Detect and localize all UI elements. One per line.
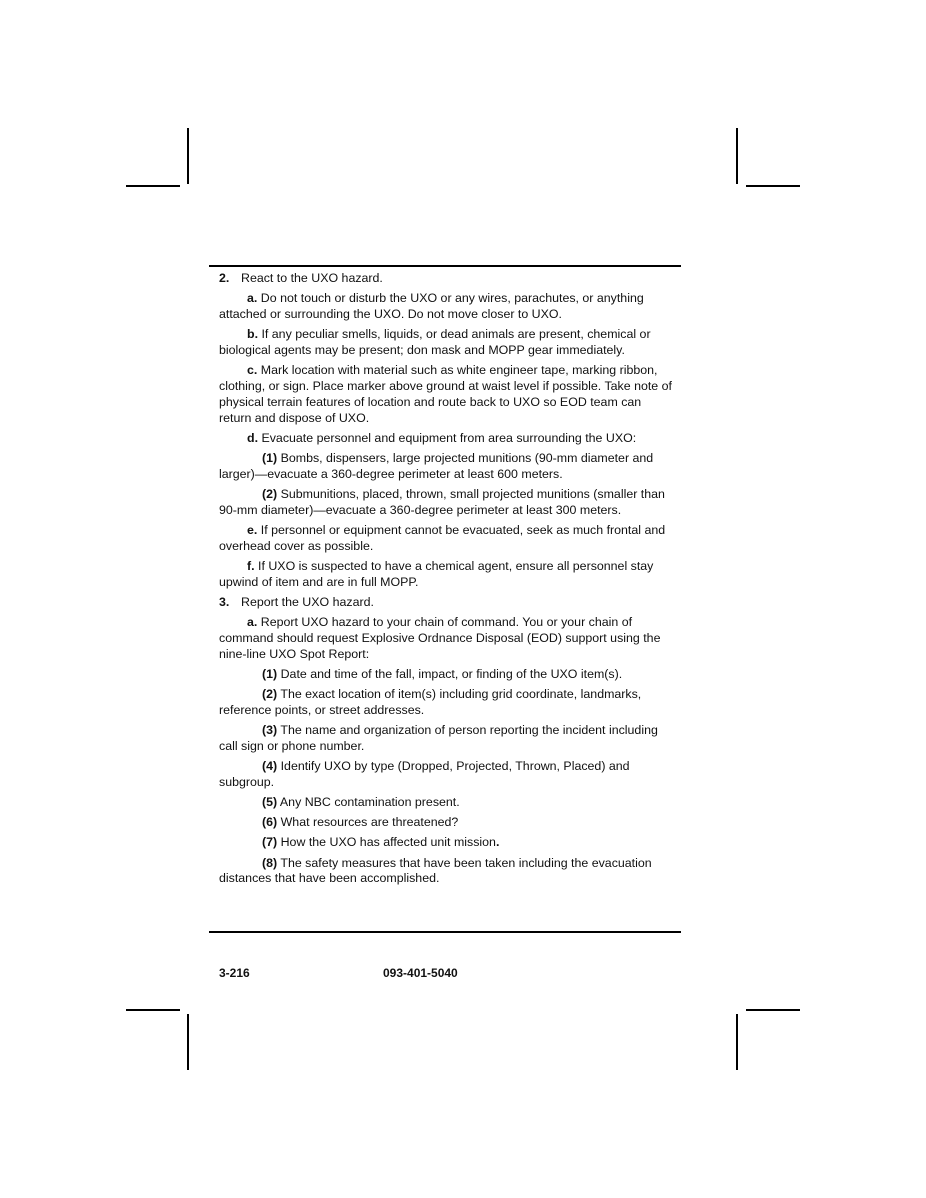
section-title: Report the UXO hazard.: [241, 594, 374, 609]
crop-mark-top-right-horizontal: [746, 185, 800, 187]
subparagraph: (6) What resources are threatened?: [262, 815, 459, 830]
crop-mark-top-left-vertical: [187, 128, 189, 184]
section-heading: [219, 595, 675, 611]
paragraph: f. If UXO is suspected to have a chemical agent, ensure all personnel stay upwind of item and are in full MOPP.: [219, 558, 654, 589]
section-heading: [219, 271, 675, 287]
crop-mark-top-left-horizontal: [126, 185, 180, 187]
section-title: React to the UXO hazard.: [241, 271, 383, 285]
bottom-rule: [209, 931, 681, 933]
top-rule: [209, 265, 681, 267]
paragraph: a. Do not touch or disturb the UXO or any wires, parachutes, or anything attached or surrounding the UXO. Do not move closer to UXO.: [219, 291, 644, 321]
subparagraph: (8) The safety measures that have been taken including the evacuation distances that have been accomplished.: [219, 855, 652, 886]
page-content: [219, 271, 675, 892]
subparagraph: (2) The exact location of item(s) including grid coordinate, landmarks, reference points, or street addresses.: [219, 687, 642, 717]
subparagraph: (4) Identify UXO by type (Dropped, Projected, Thrown, Placed) and subgroup.: [219, 758, 630, 789]
subparagraph: (7) How the UXO has affected unit mission.: [262, 835, 500, 850]
paragraph: e. If personnel or equipment cannot be evacuated, seek as much frontal and overhead cover as possible.: [219, 522, 666, 553]
section-number: 3.: [219, 594, 230, 609]
subparagraph: (3) The name and organization of person reporting the incident including call sign or phone number.: [219, 723, 658, 753]
subparagraph: (2) Submunitions, placed, thrown, small projected munitions (smaller than 90-mm diameter)—evacuate a 360-degree perimeter at least 300 meters.: [219, 486, 665, 517]
crop-mark-bottom-right-vertical: [736, 1014, 738, 1070]
crop-mark-top-right-vertical: [736, 128, 738, 184]
document-number: 093-401-5040: [383, 966, 458, 980]
subparagraph: (1) Date and time of the fall, impact, or finding of the UXO item(s).: [262, 666, 623, 681]
paragraph: c. Mark location with material such as white engineer tape, marking ribbon, clothing, or sign. Place marker above ground at waist level if possible. Take note of physical terrain features of location and route back to UXO so EOD team can return and dispose of UXO.: [219, 363, 672, 425]
page-number: 3-216: [219, 966, 250, 980]
crop-mark-bottom-left-vertical: [187, 1014, 189, 1070]
paragraph: a. Report UXO hazard to your chain of command. You or your chain of command should request Explosive Ordnance Disposal (EOD) support using the nine-line UXO Spot Report:: [219, 615, 661, 661]
subparagraph: (1) Bombs, dispensers, large projected munitions (90-mm diameter and larger)—evacuate a 360-degree perimeter at least 600 meters.: [219, 450, 654, 481]
crop-mark-bottom-left-horizontal: [126, 1009, 180, 1011]
section-number: 2.: [219, 271, 230, 285]
subparagraph: (5) Any NBC contamination present.: [262, 794, 460, 809]
paragraph: b. If any peculiar smells, liquids, or dead animals are present, chemical or biological agents may be present; don mask and MOPP gear immediately.: [219, 327, 651, 357]
paragraph: d. Evacuate personnel and equipment from area surrounding the UXO:: [247, 430, 637, 445]
crop-mark-bottom-right-horizontal: [746, 1009, 800, 1011]
